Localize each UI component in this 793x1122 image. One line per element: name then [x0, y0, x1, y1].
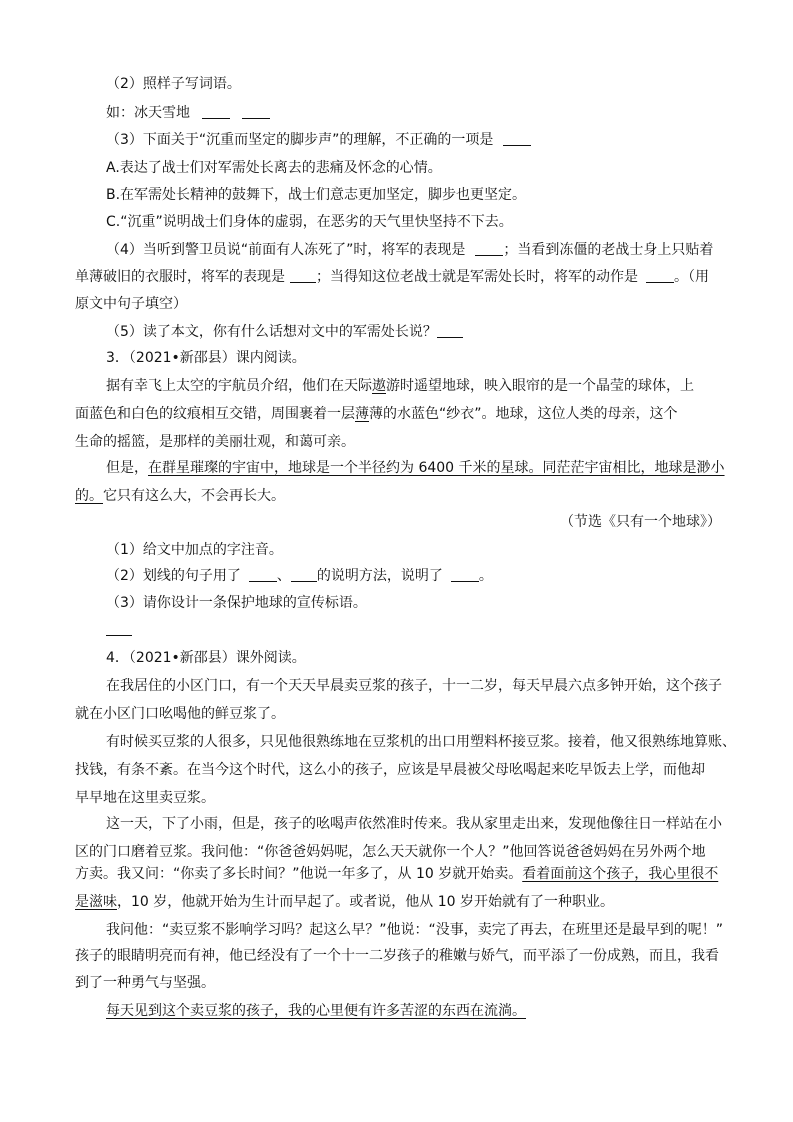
passage-3-line-2 [75, 404, 678, 424]
q4-line-3: 原文中句子填空） [75, 296, 187, 312]
passage-text: 但是， [106, 460, 148, 476]
passage-4-line-2: 就在小区门口吆喝他的鲜豆浆了。 [75, 706, 285, 722]
q4-line-2 [75, 267, 709, 287]
answer-blank[interactable] [437, 323, 463, 338]
question-text: 的说明方法，说明了 [316, 568, 443, 584]
q3-stem [106, 130, 531, 150]
q3-option-c: C.“沉重”说明战士们身体的虚弱，在恶劣的天气里快坚持不下去。 [106, 214, 513, 230]
passage-4-line-9 [75, 892, 614, 912]
question-text: （2）划线的句子用了 [106, 568, 241, 584]
passage-source: （节选《只有一个地球》） [560, 514, 721, 530]
answer-blank[interactable] [202, 104, 230, 119]
passage-4-line-7: 区的门口磨着豆浆。我问他：“你爸爸妈妈呢，怎么天天就你一个人？”他回答说爸爸妈妈在另外两个地 [75, 844, 706, 860]
q4-text: ；当得知这位老战士就是军需处长时，将军的动作是 [316, 269, 638, 285]
answer-blank[interactable] [475, 241, 503, 256]
passage-4-line-6: 这一天，下了小雨，但是，孩子的吆喝声依然准时传来。我从家里走出来，发现他像往日一样站在小 [106, 816, 722, 832]
passage-3-line-5 [75, 486, 285, 506]
underlined-sentence: 看着面前这个孩子，我心里很不 [522, 866, 719, 882]
answer-blank[interactable] [503, 131, 531, 146]
passage-4-line-1: 在我居住的小区门口，有一个天天早晨卖豆浆的孩子，十一二岁，每天早晨六点多钟开始，这个孩子 [106, 678, 722, 694]
passage-3-line-3: 生命的摇篮，是那样的美丽壮观，和蔼可亲。 [75, 434, 355, 450]
answer-blank[interactable] [451, 567, 479, 582]
q2-example-prefix: 如：冰天雪地 [106, 105, 190, 121]
underlined-sentence: 的。 [75, 488, 103, 504]
question-text: 。 [478, 568, 493, 584]
answer-blank[interactable] [291, 567, 317, 582]
passage-text: 面蓝色和白色的纹痕相互交错，周围裹着一层 [75, 406, 355, 422]
q5-text: （5）读了本文，你有什么话想对文中的军需处长说？ [106, 324, 437, 340]
passage-3-line-1 [106, 376, 694, 396]
question-text: 、 [276, 568, 291, 584]
section-3-q3: （3）请你设计一条保护地球的宣传标语。 [106, 595, 367, 611]
q2-label: （2）照样子写词语。 [106, 76, 241, 92]
answer-blank[interactable] [106, 621, 132, 636]
passage-4-line-10: 我问他：“卖豆浆不影响学习吗？起这么早？”他说：“没事，卖完了再去，在班里还是最早到的呢！” [106, 922, 724, 938]
q2-example [106, 103, 270, 123]
passage-4-line-4: 找钱，有条不紊。在当今这个时代，这么小的孩子，应该是早晨被父母吆喝起来吃早饭去上学，而他却 [75, 762, 705, 778]
answer-blank[interactable] [646, 268, 674, 283]
passage-text: 薄的水蓝色“纱衣”。地球，这位人类的母亲，这个 [369, 406, 678, 422]
section-3-q1: （1）给文中加点的字注音。 [106, 542, 283, 558]
q3-stem-text: （3）下面关于“沉重而坚定的脚步声”的理解，不正确的一项是 [106, 132, 494, 148]
q4-line-1 [106, 240, 713, 260]
underlined-sentence: 在群星璀璨的宇宙中，地球是一个半径约为 6400 千米的星球。同茫茫宇宙相比，地球是渺小 [148, 460, 725, 476]
dotted-char: 薄 [355, 406, 369, 422]
section-3-title: 3．（2021•新邵县）课内阅读。 [106, 350, 306, 366]
dotted-char: 遨 [372, 378, 386, 394]
section-3-q2 [106, 566, 493, 586]
passage-text: 据有幸飞上太空的宇航员介绍，他们在天际 [106, 378, 372, 394]
passage-4-line-5: 早早地在这里卖豆浆。 [75, 790, 215, 806]
passage-4-line-11: 孩子的眼睛明亮而有神，他已经没有了一个十一二岁孩子的稚嫩与娇气，而平添了一份成熟，而且，我看 [75, 948, 719, 964]
passage-text: ，10 岁，他就开始为生计而早起了。或者说，他从 10 岁开始就有了一种职业。 [117, 894, 614, 910]
answer-blank[interactable] [249, 567, 277, 582]
q3-option-b: B.在军需处长精神的鼓舞下，战士们意志更加坚定，脚步也更坚定。 [106, 187, 527, 203]
passage-4-line-12: 到了一种勇气与坚强。 [75, 975, 215, 991]
passage-4-line-13 [106, 1001, 526, 1021]
passage-text: 方卖。我又问：“你卖了多长时间？”他说一年多了，从 10 岁就开始卖。 [75, 866, 523, 882]
underlined-sentence: 是滋味 [75, 894, 117, 910]
q4-text: 单薄破旧的衣服时，将军的表现是 [75, 269, 285, 285]
passage-text: 它只有这么大，不会再长大。 [103, 488, 285, 504]
section-4-title: 4．（2021•新邵县）课外阅读。 [106, 650, 306, 666]
q4-text: 。（用 [674, 269, 709, 285]
passage-3-line-4 [106, 458, 725, 478]
q5-stem [106, 322, 463, 342]
answer-blank[interactable] [242, 104, 270, 119]
passage-4-line-8 [75, 864, 718, 884]
underlined-sentence: 每天见到这个卖豆浆的孩子，我的心里便有许多苦涩的东西在流淌。 [106, 1003, 526, 1019]
passage-4-line-3: 有时候买豆浆的人很多，只见他很熟练地在豆浆机的出口用塑料杯接豆浆。接着，他又很熟练地算账、 [106, 734, 736, 750]
section-3-q3-answer [106, 620, 132, 640]
q4-text: （4）当听到警卫员说“前面有人冻死了”时，将军的表现是 [106, 242, 466, 258]
q4-text: ；当看到冻僵的老战士身上只贴着 [503, 242, 714, 258]
q3-option-a: A.表达了战士们对军需处长离去的悲痛及怀念的心情。 [106, 160, 442, 176]
passage-text: 游时遥望地球，映入眼帘的是一个晶莹的球体，上 [386, 378, 694, 394]
answer-blank[interactable] [290, 268, 316, 283]
